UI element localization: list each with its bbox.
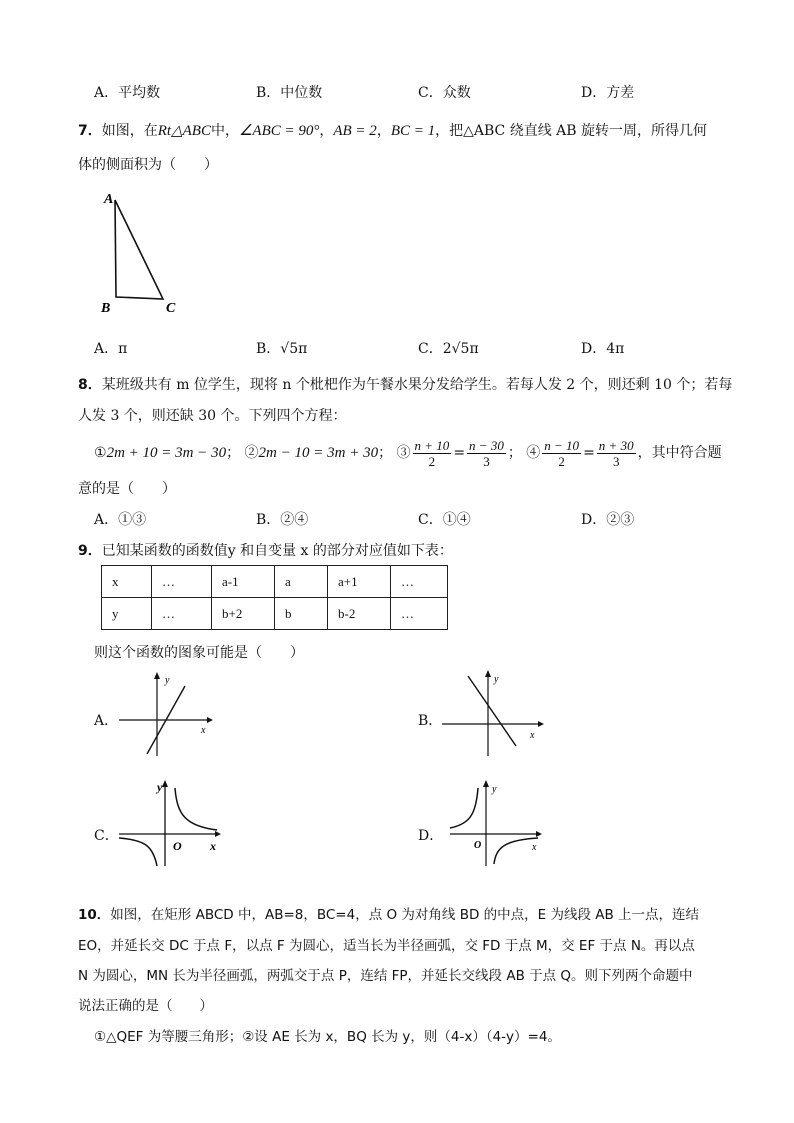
label-b: B xyxy=(101,301,111,316)
q9-line1 xyxy=(78,540,453,560)
q6-option-b[interactable]: B．中位数 xyxy=(256,85,323,101)
label-c: C xyxy=(166,301,176,316)
q9-prompt: 则这个函数的图象可能是（ ） xyxy=(94,645,304,661)
eq4-tail: ，其中符合题 xyxy=(637,445,722,461)
table-cell: y xyxy=(102,598,152,630)
q8-line1 xyxy=(78,374,732,394)
q7-text-a: 如图，在 xyxy=(101,123,158,139)
x-label: x xyxy=(210,839,216,853)
eq3-mark: ③ xyxy=(396,445,411,461)
q6-option-c[interactable]: C．众数 xyxy=(418,85,471,101)
q10-number: 10． xyxy=(78,907,111,923)
q10-line1 xyxy=(78,903,699,923)
q9-option-d[interactable]: D． xyxy=(418,828,444,844)
q9-option-b[interactable]: B． xyxy=(418,713,443,729)
q9-option-a[interactable]: A． xyxy=(94,713,119,729)
q8-number: 8． xyxy=(78,377,102,393)
q9-value-table xyxy=(101,565,448,630)
eq3-ln: n + 10 xyxy=(414,437,450,453)
table-cell: a-1 xyxy=(212,566,275,598)
q7-line2: 体的侧面积为（ ） xyxy=(78,157,218,173)
graph-c-branch-1 xyxy=(175,788,217,830)
y-arrow-icon xyxy=(162,780,168,787)
q7-line1 xyxy=(78,120,707,140)
graph-d-branch-1 xyxy=(450,788,478,828)
graph-d[interactable] xyxy=(446,778,551,868)
q9-option-c[interactable]: C． xyxy=(94,828,119,844)
y-label: y xyxy=(165,675,170,686)
eq3-ld: 2 xyxy=(428,453,436,469)
q7-text-d: ， xyxy=(376,123,391,139)
y-label: y xyxy=(492,784,497,795)
graph-c[interactable] xyxy=(115,778,230,868)
origin-label: O xyxy=(474,840,482,851)
eq2-mark: ② xyxy=(244,445,259,461)
q10-line4: 说法正确的是（ ） xyxy=(78,998,213,1014)
eq3-right-fraction xyxy=(467,438,506,469)
x-label: x xyxy=(532,842,537,853)
q10-line3: N 为圆心，MN 长为半径画弧，两弧交于点 P，连结 FP，并延长交线段 AB 于点 Q。则下列两个命题中 xyxy=(78,968,693,984)
x-arrow-icon xyxy=(536,831,542,837)
q10-text-1: 如图，在矩形 ABCD 中，AB=8，BC=4，点 O 为对角线 BD 的中点，E 为线段 AB 上一点，连结 xyxy=(110,907,700,923)
eq4-rn: n + 30 xyxy=(598,437,634,453)
label-a: A xyxy=(104,192,114,207)
eq4-mark: ④ xyxy=(526,445,541,461)
eq3-eq: = xyxy=(453,445,466,461)
table-cell: b+2 xyxy=(212,598,275,630)
q7-ab: AB = 2 xyxy=(333,123,377,139)
q7-text-c: ， xyxy=(319,123,334,139)
q6-option-a[interactable]: A．平均数 xyxy=(94,85,161,101)
eq4-ld: 2 xyxy=(558,453,565,469)
q7-option-d[interactable]: D．4π xyxy=(581,341,625,357)
x-label: x xyxy=(201,725,206,736)
q7-option-b[interactable]: B．√5π xyxy=(256,341,308,357)
eq3-rn: n − 30 xyxy=(469,437,504,453)
q9-text: 已知某函数的函数值y 和自变量 x 的部分对应值如下表： xyxy=(101,543,453,559)
eq4-eq: = xyxy=(583,445,595,461)
q7-text-b: 中， xyxy=(210,123,239,139)
table-row xyxy=(102,598,448,630)
origin-label: O xyxy=(173,839,182,853)
q10-line2: EO，并延长交 DC 于点 F，以点 F 为圆心，适当长为半径画弧，交 FD 于点 M，交 EF 于点 N。再以点 xyxy=(78,938,695,954)
q7-text-e: ，把△ABC 绕直线 AB 旋转一周，所得几何 xyxy=(435,123,707,139)
x-arrow-icon xyxy=(538,721,544,727)
sep3: ； xyxy=(507,445,522,461)
q8-line4: 意的是（ ） xyxy=(78,481,176,497)
q7-rt-triangle: Rt△ABC xyxy=(157,123,211,139)
eq3-left-fraction xyxy=(413,438,452,469)
y-label: y xyxy=(494,674,499,685)
q8-option-b[interactable]: B．②④ xyxy=(256,512,309,528)
eq4-rd: 3 xyxy=(612,453,620,469)
eq4-ln: n − 10 xyxy=(544,437,580,453)
eq1-mark: ① xyxy=(94,445,107,461)
q7-angle: ∠ABC = 90° xyxy=(238,123,320,139)
y-arrow-icon xyxy=(483,780,489,787)
q7-option-c[interactable]: C．2√5π xyxy=(418,341,479,357)
table-cell: a+1 xyxy=(328,566,391,598)
q8-equations xyxy=(94,436,722,470)
triangle-abc xyxy=(115,200,163,299)
y-arrow-icon xyxy=(154,672,160,679)
q8-text-1: 某班级共有 m 位学生，现将 n 个枇杷作为午餐水果分发给学生。若每人发 2 个，则还剩 10 个；若每 xyxy=(101,377,733,393)
q9-number: 9． xyxy=(78,543,102,559)
table-cell: b xyxy=(275,598,328,630)
eq4-right-fraction xyxy=(597,438,636,469)
table-row xyxy=(102,566,448,598)
table-cell: … xyxy=(391,598,448,630)
graph-a[interactable] xyxy=(115,670,215,760)
q10-line5: ①△QEF 为等腰三角形；②设 AE 长为 x，BQ 长为 y，则（4-x）（4-y）=4。 xyxy=(94,1029,561,1045)
y-arrow-icon xyxy=(485,670,491,677)
graph-b[interactable] xyxy=(438,668,548,758)
x-arrow-icon xyxy=(207,717,213,723)
table-cell: … xyxy=(391,566,448,598)
table-cell: … xyxy=(152,566,212,598)
q7-number: 7． xyxy=(78,123,102,139)
q8-option-a[interactable]: A．①③ xyxy=(94,512,147,528)
sep1: ； xyxy=(226,445,241,461)
eq2: 2m − 10 = 3m + 30 xyxy=(258,445,379,461)
q7-triangle-figure xyxy=(96,186,186,316)
q8-line2: 人发 3 个，则还缺 30 个。下列四个方程： xyxy=(78,408,347,424)
x-arrow-icon xyxy=(215,831,221,837)
eq3-rd: 3 xyxy=(483,453,490,469)
q6-option-d[interactable]: D．方差 xyxy=(581,85,635,101)
q7-bc: BC = 1 xyxy=(390,123,436,139)
table-cell: … xyxy=(152,598,212,630)
table-cell: x xyxy=(102,566,152,598)
eq4-left-fraction xyxy=(542,438,581,469)
table-cell: b-2 xyxy=(328,598,391,630)
x-label: x xyxy=(530,730,535,741)
eq1: 2m + 10 = 3m − 30 xyxy=(106,445,227,461)
table-cell: a xyxy=(275,566,328,598)
sep2: ； xyxy=(378,445,393,461)
graph-c-branch-2 xyxy=(119,838,157,866)
q7-option-a[interactable]: A．π xyxy=(94,341,128,357)
q8-option-d[interactable]: D．②③ xyxy=(581,512,635,528)
q8-option-c[interactable]: C．①④ xyxy=(418,512,471,528)
y-label: y xyxy=(157,780,163,794)
graph-b-line xyxy=(468,676,516,746)
